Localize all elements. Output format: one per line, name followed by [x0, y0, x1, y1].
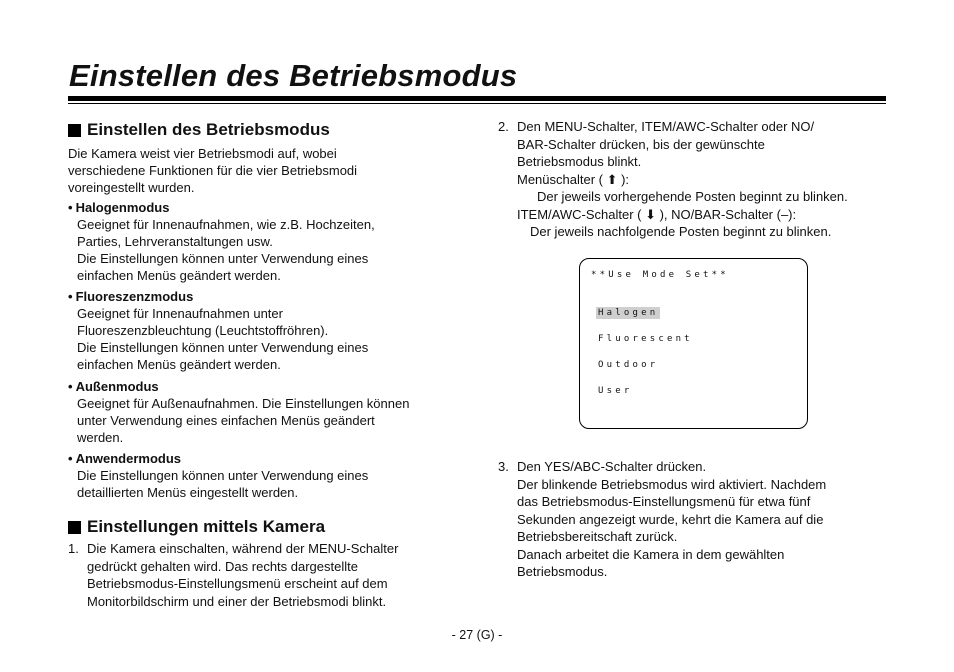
section-heading-betriebsmodus	[68, 118, 458, 142]
screen-option-outdoor: Outdoor	[598, 360, 659, 370]
title-rule-thick	[68, 96, 886, 101]
step-3	[498, 458, 888, 581]
mode-item-body: Geeignet für Außenaufnahmen. Die Einstellungen können unter Verwendung eines einfachen Menüs geändert werden.	[77, 396, 410, 445]
step-text: Den MENU-Schalter, ITEM/AWC-Schalter oder NO/ BAR-Schalter drücken, bis der gewünschte Betriebsmodus blinkt. Menüschalter ( ⬆ ): Der jeweils vorhergehende Posten beginnt zu blinken. ITEM/AWC-Schalter ( ⬇ ), NO/BAR-Schalter (–): Der jeweils nachfolgende Posten beginnt zu blinken.	[517, 118, 888, 241]
item-switch-line: ITEM/AWC-Schalter ( ⬇ ), NO/BAR-Schalter (–):	[517, 206, 797, 222]
step-number: 1.	[68, 541, 79, 556]
mode-item-title: • Fluoreszenzmodus	[68, 289, 194, 304]
menu-switch-line: Menüschalter ( ⬆ ):	[517, 171, 630, 187]
step-number: 2.	[498, 119, 509, 134]
mode-item-fluorescent	[68, 288, 458, 373]
step-2	[498, 118, 888, 241]
step-text: Die Kamera einschalten, während der MENU-Schalter gedrückt gehalten wird. Das rechts dargestellte Betriebsmodus-Einstellungsmenü erscheint auf dem Monitorbildschirm und einer der Betriebsmodi blinkt.	[87, 541, 399, 609]
mode-item-body: Die Einstellungen können unter Verwendung eines detaillierten Menüs eingestellt werden.	[77, 468, 369, 500]
intro-paragraph: Die Kamera weist vier Betriebsmodi auf, wobei verschiedene Funktionen für die vier Betriebsmodi voreingestellt wurden.	[68, 146, 358, 195]
section-heading-text: Einstellungen mittels Kamera	[87, 517, 326, 536]
mode-item-title: • Halogenmodus	[68, 200, 170, 215]
screen-option-halogen: Halogen	[598, 308, 659, 318]
mode-item-halogen	[68, 199, 458, 284]
page-number: - 27 (G) -	[451, 628, 503, 642]
screen-option-fluorescent: Fluorescent	[598, 334, 693, 344]
square-bullet-icon	[68, 124, 81, 137]
mode-item-title: • Außenmodus	[68, 379, 159, 394]
mode-item-body: Geeignet für Innenaufnahmen, wie z.B. Hochzeiten, Parties, Lehrveranstaltungen usw. Die Einstellungen können unter Verwendung eines einfachen Menüs geändert werden.	[77, 217, 375, 283]
monitor-screen	[579, 258, 808, 429]
item-switch-desc: Der jeweils nachfolgende Posten beginnt zu blinken.	[530, 224, 832, 239]
mode-item-title: • Anwendermodus	[68, 451, 182, 466]
right-column	[498, 118, 888, 241]
screen-option-user: User	[598, 386, 633, 396]
mode-item-outdoor	[68, 378, 458, 446]
mode-item-user	[68, 450, 458, 501]
menu-switch-desc: Der jeweils vorhergehende Posten beginnt zu blinken.	[537, 189, 848, 204]
title-rule-thin	[68, 103, 886, 104]
step-number: 3.	[498, 459, 509, 474]
screen-title: **Use Mode Set**	[591, 270, 729, 280]
section-heading-text: Einstellen des Betriebsmodus	[87, 120, 330, 139]
left-column	[68, 118, 458, 610]
step-1	[68, 540, 458, 610]
page-title: Einstellen des Betriebsmodus	[69, 58, 518, 93]
mode-item-body: Geeignet für Innenaufnahmen unter Fluoreszenzbleuchtung (Leuchtstoffröhren). Die Einstellungen können unter Verwendung eines einfachen Menüs geändert werden.	[77, 306, 369, 372]
step-text: Den YES/ABC-Schalter drücken. Der blinkende Betriebsmodus wird aktiviert. Nachdem das Betriebsmodus-Einstellungsmenü für etwa fünf Sekunden angezeigt wurde, kehrt die Kamera auf die Betriebsbereitschaft zurück. Danach arbeitet die Kamera in dem gewählten Betriebsmodus.	[517, 459, 827, 579]
square-bullet-icon	[68, 521, 81, 534]
section-heading-kamera	[68, 515, 458, 539]
